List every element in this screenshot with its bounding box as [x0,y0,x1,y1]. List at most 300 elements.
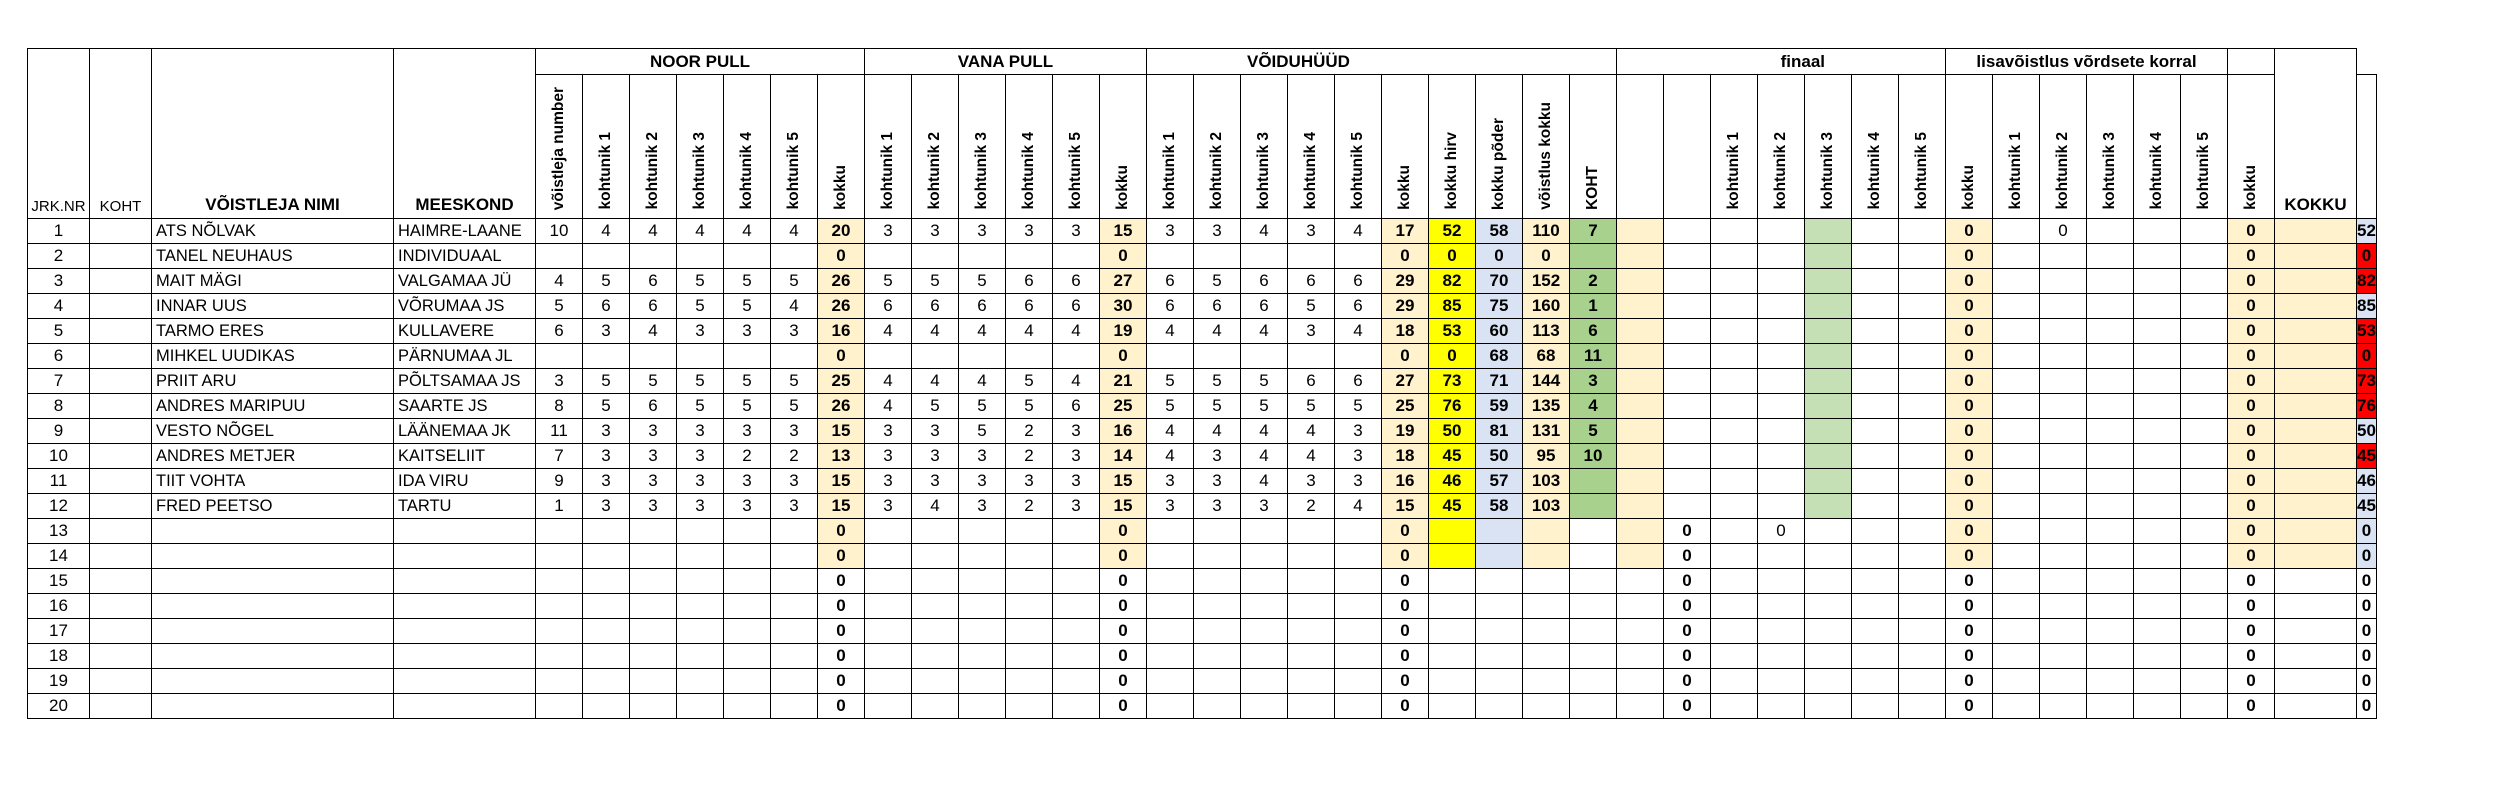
lisavoistlus-score-cell[interactable] [2181,669,2228,694]
kokku-poder-cell[interactable]: 68 [1476,344,1523,369]
row-number-cell[interactable]: 4 [28,294,90,319]
noor-pull-score-cell[interactable] [771,244,818,269]
header-np-k3[interactable] [677,75,724,219]
voiduhuud-score-cell[interactable]: 3 [1194,444,1241,469]
place-cell[interactable] [1570,594,1617,619]
finaal-sum-cell[interactable]: 0 [1946,519,1993,544]
name-cell[interactable]: INNAR UUS [152,294,394,319]
competitor-number-cell[interactable] [536,519,583,544]
row-koht-cell[interactable] [90,569,152,594]
noor-pull-score-cell[interactable] [771,344,818,369]
kokku-poder-cell[interactable] [1476,544,1523,569]
voiduhuud-score-cell[interactable] [1194,619,1241,644]
spacer-cell[interactable] [2275,544,2357,569]
vana-pull-score-cell[interactable] [1006,569,1053,594]
voiduhuud-score-cell[interactable]: 4 [1335,219,1382,244]
lisavoistlus-score-cell[interactable] [2134,544,2181,569]
noor-pull-sum-cell[interactable]: 0 [818,569,865,594]
lisavoistlus-score-cell[interactable] [2134,294,2181,319]
finaal-extra-cell[interactable]: 0 [1664,669,1711,694]
finaal-score-cell[interactable] [1899,269,1946,294]
lisavoistlus-score-cell[interactable] [2087,669,2134,694]
competitor-number-cell[interactable]: 6 [536,319,583,344]
lisavoistlus-score-cell[interactable] [2040,594,2087,619]
voiduhuud-score-cell[interactable] [1241,594,1288,619]
spacer-cell[interactable] [2275,244,2357,269]
voiduhuud-score-cell[interactable]: 5 [1335,394,1382,419]
finaal-score-cell[interactable] [1899,494,1946,519]
lisavoistlus-score-cell[interactable] [2087,319,2134,344]
voiduhuud-score-cell[interactable]: 3 [1194,219,1241,244]
vana-pull-score-cell[interactable]: 5 [912,269,959,294]
kokku-hirv-cell[interactable]: 45 [1429,444,1476,469]
vana-pull-score-cell[interactable] [1006,594,1053,619]
voiduhuud-score-cell[interactable]: 5 [1194,369,1241,394]
lisavoistlus-score-cell[interactable] [1993,519,2040,544]
header-koht[interactable]: KOHT [90,49,152,219]
voiduhuud-score-cell[interactable] [1335,619,1382,644]
lisavoistlus-sum-cell[interactable]: 0 [2228,269,2275,294]
header-f-k5[interactable] [1899,75,1946,219]
lisavoistlus-score-cell[interactable] [2181,319,2228,344]
noor-pull-score-cell[interactable]: 3 [677,319,724,344]
header-team[interactable]: MEESKOND [394,49,536,219]
vana-pull-score-cell[interactable] [959,244,1006,269]
kokku-hirv-cell[interactable] [1429,569,1476,594]
lisavoistlus-score-cell[interactable] [2134,344,2181,369]
noor-pull-score-cell[interactable] [771,619,818,644]
lisavoistlus-score-cell[interactable] [1993,319,2040,344]
vana-pull-score-cell[interactable]: 2 [1006,419,1053,444]
voiduhuud-score-cell[interactable] [1147,544,1194,569]
finaal-score-cell[interactable] [1852,294,1899,319]
noor-pull-score-cell[interactable]: 3 [583,444,630,469]
team-cell[interactable]: PÕLTSAMAA JS [394,369,536,394]
lisavoistlus-score-cell[interactable] [2040,419,2087,444]
finaal-score-cell[interactable] [1711,219,1758,244]
voiduhuud-score-cell[interactable] [1335,344,1382,369]
row-number-cell[interactable]: 15 [28,569,90,594]
header-f-k1[interactable] [1711,75,1758,219]
lisavoistlus-score-cell[interactable] [1993,469,2040,494]
finaal-score-cell[interactable] [1852,344,1899,369]
noor-pull-score-cell[interactable] [583,569,630,594]
noor-pull-score-cell[interactable]: 3 [724,319,771,344]
vana-pull-sum-cell[interactable]: 0 [1100,594,1147,619]
row-koht-cell[interactable] [90,419,152,444]
lisavoistlus-score-cell[interactable] [2134,419,2181,444]
voiduhuud-score-cell[interactable] [1241,644,1288,669]
total-cell[interactable]: 52 [2357,219,2377,244]
lisavoistlus-score-cell[interactable] [2040,494,2087,519]
vana-pull-score-cell[interactable]: 3 [1053,219,1100,244]
finaal-score-cell[interactable] [1899,394,1946,419]
spacer-cell[interactable] [2275,594,2357,619]
header-vh-k1[interactable] [1147,75,1194,219]
vana-pull-score-cell[interactable]: 6 [1053,394,1100,419]
finaal-score-cell[interactable] [1852,644,1899,669]
voiduhuud-score-cell[interactable]: 4 [1335,494,1382,519]
name-cell[interactable] [152,644,394,669]
noor-pull-score-cell[interactable] [630,569,677,594]
spacer-cell[interactable] [1617,494,1664,519]
voiduhuud-score-cell[interactable] [1288,544,1335,569]
team-cell[interactable]: SAARTE JS [394,394,536,419]
spacer-cell[interactable] [1617,369,1664,394]
finaal-sum-cell[interactable]: 0 [1946,369,1993,394]
header-vp-k4[interactable] [1006,75,1053,219]
name-cell[interactable]: ANDRES METJER [152,444,394,469]
lisavoistlus-score-cell[interactable] [2040,319,2087,344]
competitor-number-cell[interactable] [536,569,583,594]
competitor-number-cell[interactable]: 11 [536,419,583,444]
voiduhuud-score-cell[interactable]: 4 [1288,419,1335,444]
name-cell[interactable]: MIHKEL UUDIKAS [152,344,394,369]
header-np-k4[interactable] [724,75,771,219]
noor-pull-sum-cell[interactable]: 0 [818,244,865,269]
lisavoistlus-score-cell[interactable] [2087,644,2134,669]
noor-pull-score-cell[interactable]: 3 [677,419,724,444]
lisavoistlus-score-cell[interactable] [1993,619,2040,644]
finaal-extra-cell[interactable] [1664,294,1711,319]
lisavoistlus-score-cell[interactable] [2087,619,2134,644]
finaal-score-cell[interactable] [1758,244,1805,269]
kokku-hirv-cell[interactable] [1429,619,1476,644]
noor-pull-score-cell[interactable]: 4 [630,219,677,244]
header-l-k3[interactable] [2087,75,2134,219]
vana-pull-sum-cell[interactable]: 0 [1100,244,1147,269]
team-cell[interactable] [394,569,536,594]
header-vh-k5[interactable] [1335,75,1382,219]
finaal-score-cell[interactable] [1758,694,1805,719]
place-cell[interactable] [1570,519,1617,544]
vana-pull-score-cell[interactable] [1053,619,1100,644]
competitor-number-cell[interactable] [536,594,583,619]
finaal-extra-cell[interactable] [1664,469,1711,494]
kokku-hirv-cell[interactable]: 0 [1429,344,1476,369]
finaal-extra-cell[interactable]: 0 [1664,619,1711,644]
spacer-cell[interactable] [1617,444,1664,469]
vana-pull-score-cell[interactable]: 4 [865,319,912,344]
place-cell[interactable] [1570,669,1617,694]
lisavoistlus-score-cell[interactable] [2134,594,2181,619]
noor-pull-score-cell[interactable] [583,519,630,544]
vana-pull-score-cell[interactable]: 5 [1006,369,1053,394]
noor-pull-score-cell[interactable] [630,519,677,544]
spacer-cell[interactable] [1617,669,1664,694]
finaal-score-cell[interactable] [1711,644,1758,669]
finaal-score-cell[interactable] [1852,419,1899,444]
lisavoistlus-score-cell[interactable] [2181,219,2228,244]
row-koht-cell[interactable] [90,294,152,319]
lisavoistlus-score-cell[interactable] [2087,569,2134,594]
vana-pull-score-cell[interactable]: 3 [865,444,912,469]
finaal-score-cell[interactable] [1899,644,1946,669]
noor-pull-score-cell[interactable]: 5 [724,369,771,394]
finaal-score-cell[interactable] [1852,369,1899,394]
noor-pull-score-cell[interactable]: 3 [630,469,677,494]
lisavoistlus-score-cell[interactable] [2040,394,2087,419]
noor-pull-score-cell[interactable] [583,669,630,694]
voiduhuud-sum-cell[interactable]: 29 [1382,294,1429,319]
finaal-sum-cell[interactable]: 0 [1946,269,1993,294]
name-cell[interactable]: VESTO NÕGEL [152,419,394,444]
row-koht-cell[interactable] [90,269,152,294]
finaal-sum-cell[interactable]: 0 [1946,219,1993,244]
noor-pull-score-cell[interactable]: 3 [630,419,677,444]
vana-pull-sum-cell[interactable]: 25 [1100,394,1147,419]
header-l-k4[interactable] [2134,75,2181,219]
row-number-cell[interactable]: 11 [28,469,90,494]
voiduhuud-score-cell[interactable]: 3 [1335,444,1382,469]
noor-pull-score-cell[interactable]: 2 [771,444,818,469]
vana-pull-score-cell[interactable] [865,244,912,269]
header-vp-k1[interactable] [865,75,912,219]
noor-pull-score-cell[interactable]: 5 [724,394,771,419]
voiduhuud-sum-cell[interactable]: 0 [1382,519,1429,544]
finaal-score-cell[interactable] [1805,244,1852,269]
team-cell[interactable]: VÕRUMAA JS [394,294,536,319]
spacer-cell[interactable] [1617,269,1664,294]
finaal-score-cell[interactable] [1805,544,1852,569]
kokku-poder-cell[interactable]: 57 [1476,469,1523,494]
vana-pull-score-cell[interactable]: 6 [959,294,1006,319]
place-cell[interactable]: 11 [1570,344,1617,369]
finaal-score-cell[interactable] [1758,444,1805,469]
header-blank-b[interactable] [1664,75,1711,219]
voiduhuud-sum-cell[interactable]: 0 [1382,619,1429,644]
row-number-cell[interactable]: 16 [28,594,90,619]
vana-pull-score-cell[interactable] [1053,644,1100,669]
lisavoistlus-sum-cell[interactable]: 0 [2228,219,2275,244]
voiduhuud-score-cell[interactable]: 3 [1194,469,1241,494]
lisavoistlus-score-cell[interactable] [2181,369,2228,394]
group-noor-pull[interactable]: NOOR PULL [536,49,865,75]
noor-pull-score-cell[interactable]: 6 [630,269,677,294]
row-koht-cell[interactable] [90,594,152,619]
noor-pull-score-cell[interactable] [583,344,630,369]
voiduhuud-score-cell[interactable] [1288,669,1335,694]
finaal-extra-cell[interactable] [1664,494,1711,519]
noor-pull-score-cell[interactable] [583,619,630,644]
vana-pull-sum-cell[interactable]: 0 [1100,519,1147,544]
competitor-number-cell[interactable]: 7 [536,444,583,469]
finaal-score-cell[interactable] [1805,319,1852,344]
lisavoistlus-score-cell[interactable] [1993,644,2040,669]
finaal-score-cell[interactable] [1899,319,1946,344]
lisavoistlus-score-cell[interactable] [2134,219,2181,244]
lisavoistlus-sum-cell[interactable]: 0 [2228,519,2275,544]
vana-pull-sum-cell[interactable]: 15 [1100,219,1147,244]
lisavoistlus-score-cell[interactable] [2087,494,2134,519]
place-cell[interactable] [1570,544,1617,569]
voiduhuud-sum-cell[interactable]: 29 [1382,269,1429,294]
finaal-score-cell[interactable] [1711,469,1758,494]
noor-pull-sum-cell[interactable]: 26 [818,394,865,419]
finaal-sum-cell[interactable]: 0 [1946,394,1993,419]
spacer-cell[interactable] [1617,519,1664,544]
team-cell[interactable]: VALGAMAA JÜ [394,269,536,294]
vana-pull-score-cell[interactable] [865,344,912,369]
noor-pull-score-cell[interactable]: 5 [583,394,630,419]
finaal-sum-cell[interactable]: 0 [1946,669,1993,694]
noor-pull-sum-cell[interactable]: 15 [818,494,865,519]
voiduhuud-score-cell[interactable]: 4 [1241,319,1288,344]
finaal-score-cell[interactable] [1758,544,1805,569]
voistlus-kokku-cell[interactable]: 95 [1523,444,1570,469]
lisavoistlus-score-cell[interactable] [2040,569,2087,594]
noor-pull-score-cell[interactable]: 3 [677,494,724,519]
noor-pull-score-cell[interactable] [677,594,724,619]
vana-pull-score-cell[interactable] [912,644,959,669]
lisavoistlus-score-cell[interactable] [1993,394,2040,419]
name-cell[interactable]: MAIT MÄGI [152,269,394,294]
noor-pull-score-cell[interactable] [583,244,630,269]
lisavoistlus-sum-cell[interactable]: 0 [2228,344,2275,369]
vana-pull-score-cell[interactable] [912,569,959,594]
noor-pull-score-cell[interactable]: 5 [771,369,818,394]
noor-pull-sum-cell[interactable]: 15 [818,419,865,444]
place-cell[interactable]: 6 [1570,319,1617,344]
voistlus-kokku-cell[interactable]: 113 [1523,319,1570,344]
group-vana-pull[interactable]: VANA PULL [865,49,1147,75]
row-number-cell[interactable]: 9 [28,419,90,444]
vana-pull-score-cell[interactable]: 6 [1006,269,1053,294]
lisavoistlus-score-cell[interactable] [2181,469,2228,494]
noor-pull-score-cell[interactable] [583,594,630,619]
finaal-score-cell[interactable] [1805,269,1852,294]
noor-pull-score-cell[interactable] [630,544,677,569]
lisavoistlus-score-cell[interactable] [2040,469,2087,494]
noor-pull-score-cell[interactable] [771,594,818,619]
lisavoistlus-score-cell[interactable] [2181,544,2228,569]
vana-pull-score-cell[interactable]: 3 [1053,419,1100,444]
voistlus-kokku-cell[interactable]: 160 [1523,294,1570,319]
voiduhuud-sum-cell[interactable]: 0 [1382,694,1429,719]
name-cell[interactable] [152,694,394,719]
kokku-poder-cell[interactable] [1476,594,1523,619]
voiduhuud-sum-cell[interactable]: 0 [1382,594,1429,619]
voiduhuud-sum-cell[interactable]: 27 [1382,369,1429,394]
vana-pull-score-cell[interactable] [865,669,912,694]
place-cell[interactable] [1570,644,1617,669]
voiduhuud-score-cell[interactable]: 5 [1288,294,1335,319]
vana-pull-score-cell[interactable]: 2 [1006,444,1053,469]
lisavoistlus-score-cell[interactable] [2134,494,2181,519]
finaal-extra-cell[interactable] [1664,244,1711,269]
noor-pull-score-cell[interactable] [724,594,771,619]
voiduhuud-score-cell[interactable] [1241,569,1288,594]
lisavoistlus-score-cell[interactable] [2181,594,2228,619]
row-number-cell[interactable]: 1 [28,219,90,244]
vana-pull-sum-cell[interactable]: 21 [1100,369,1147,394]
lisavoistlus-score-cell[interactable] [2181,244,2228,269]
row-number-cell[interactable]: 14 [28,544,90,569]
voiduhuud-score-cell[interactable]: 3 [1288,469,1335,494]
voiduhuud-score-cell[interactable]: 6 [1335,269,1382,294]
total-cell[interactable]: 0 [2357,669,2377,694]
lisavoistlus-score-cell[interactable] [2181,519,2228,544]
finaal-score-cell[interactable] [1711,594,1758,619]
finaal-score-cell[interactable] [1758,419,1805,444]
header-vh-k4[interactable] [1288,75,1335,219]
voistlus-kokku-cell[interactable]: 144 [1523,369,1570,394]
spacer-cell[interactable] [2275,669,2357,694]
lisavoistlus-score-cell[interactable] [2087,469,2134,494]
finaal-sum-cell[interactable]: 0 [1946,544,1993,569]
noor-pull-score-cell[interactable] [724,244,771,269]
voiduhuud-score-cell[interactable] [1335,694,1382,719]
row-number-cell[interactable]: 18 [28,644,90,669]
lisavoistlus-score-cell[interactable] [2040,344,2087,369]
lisavoistlus-score-cell[interactable] [2040,644,2087,669]
voistlus-kokku-cell[interactable] [1523,694,1570,719]
lisavoistlus-score-cell[interactable] [2087,444,2134,469]
finaal-score-cell[interactable] [1711,669,1758,694]
header-kokku-poder[interactable] [1476,75,1523,219]
competitor-number-cell[interactable]: 1 [536,494,583,519]
finaal-sum-cell[interactable]: 0 [1946,619,1993,644]
vana-pull-sum-cell[interactable]: 19 [1100,319,1147,344]
voiduhuud-score-cell[interactable]: 4 [1241,419,1288,444]
vana-pull-score-cell[interactable] [1006,244,1053,269]
lisavoistlus-score-cell[interactable] [2087,219,2134,244]
noor-pull-sum-cell[interactable]: 25 [818,369,865,394]
header-vp-k5[interactable] [1053,75,1100,219]
spacer-cell[interactable] [1617,319,1664,344]
voiduhuud-score-cell[interactable]: 6 [1335,369,1382,394]
noor-pull-score-cell[interactable] [677,694,724,719]
kokku-poder-cell[interactable] [1476,619,1523,644]
competitor-number-cell[interactable] [536,644,583,669]
row-number-cell[interactable]: 19 [28,669,90,694]
lisavoistlus-score-cell[interactable] [2134,394,2181,419]
finaal-score-cell[interactable] [1899,244,1946,269]
lisavoistlus-score-cell[interactable] [2087,694,2134,719]
noor-pull-score-cell[interactable] [630,644,677,669]
noor-pull-score-cell[interactable]: 3 [724,469,771,494]
lisavoistlus-score-cell[interactable] [2134,469,2181,494]
noor-pull-score-cell[interactable]: 4 [771,219,818,244]
noor-pull-score-cell[interactable] [771,569,818,594]
finaal-extra-cell[interactable] [1664,394,1711,419]
voiduhuud-score-cell[interactable] [1241,244,1288,269]
lisavoistlus-score-cell[interactable] [2087,519,2134,544]
vana-pull-score-cell[interactable]: 6 [912,294,959,319]
voiduhuud-sum-cell[interactable]: 0 [1382,244,1429,269]
kokku-poder-cell[interactable]: 60 [1476,319,1523,344]
finaal-sum-cell[interactable]: 0 [1946,594,1993,619]
vana-pull-score-cell[interactable]: 6 [1006,294,1053,319]
finaal-extra-cell[interactable]: 0 [1664,569,1711,594]
noor-pull-score-cell[interactable] [677,244,724,269]
voiduhuud-score-cell[interactable]: 6 [1288,369,1335,394]
voiduhuud-sum-cell[interactable]: 18 [1382,444,1429,469]
total-cell[interactable]: 0 [2357,594,2377,619]
spacer-cell[interactable] [1617,294,1664,319]
spacer-cell[interactable] [1617,619,1664,644]
total-cell[interactable]: 0 [2357,619,2377,644]
voiduhuud-score-cell[interactable] [1194,344,1241,369]
vana-pull-score-cell[interactable]: 5 [1006,394,1053,419]
lisavoistlus-score-cell[interactable] [1993,694,2040,719]
total-cell[interactable]: 53 [2357,319,2377,344]
team-cell[interactable] [394,544,536,569]
vana-pull-score-cell[interactable] [865,544,912,569]
voiduhuud-score-cell[interactable]: 6 [1241,269,1288,294]
voiduhuud-score-cell[interactable]: 6 [1147,269,1194,294]
place-cell[interactable] [1570,694,1617,719]
